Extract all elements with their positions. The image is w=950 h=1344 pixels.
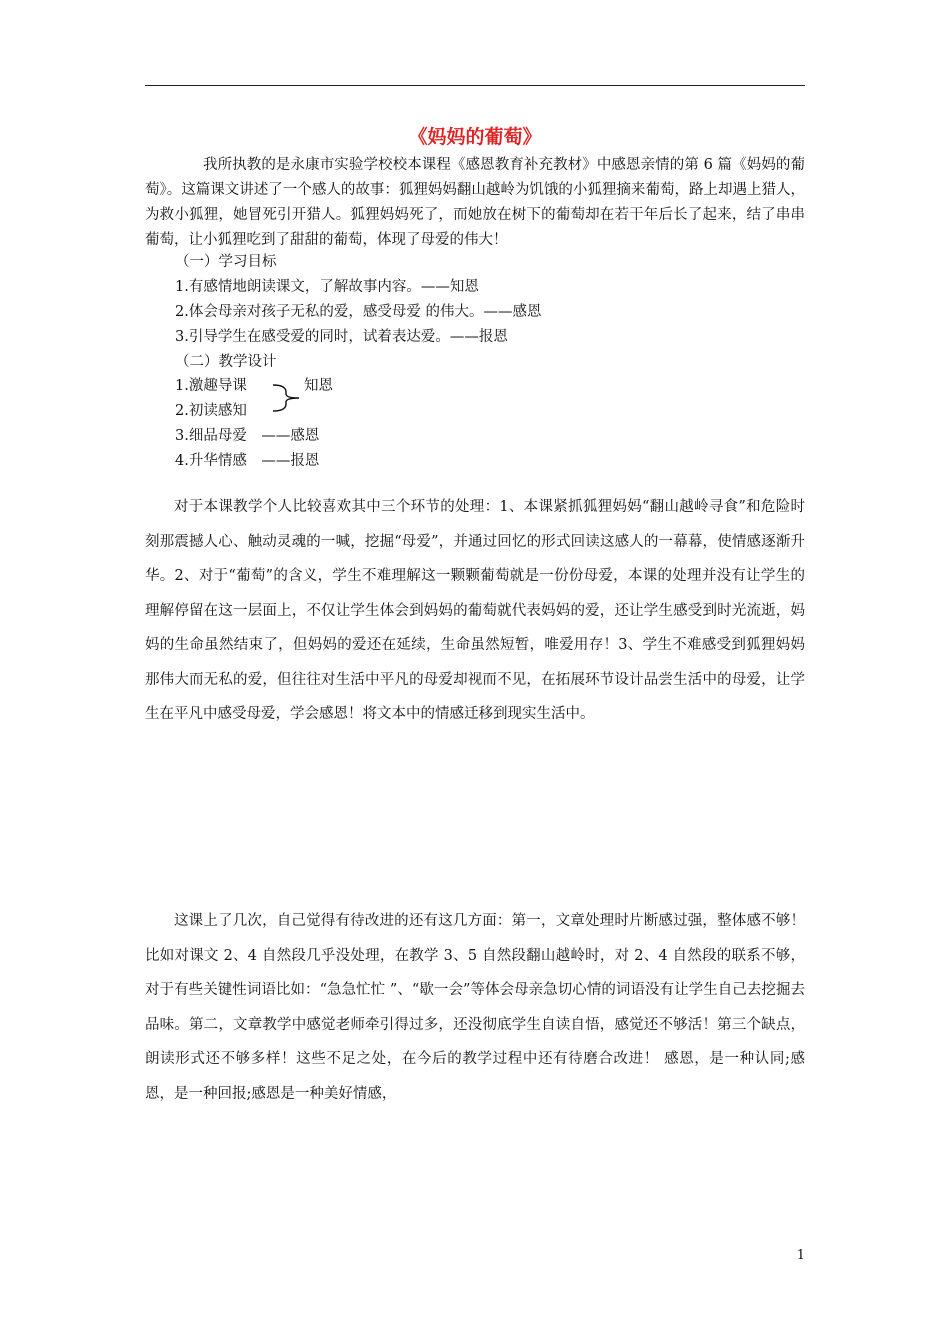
goals-heading: （一）学习目标 xyxy=(175,254,277,270)
header-rule xyxy=(145,85,805,86)
goal-item-3: 3.引导学生在感受爱的同时，试着表达爱。——报恩 xyxy=(175,329,508,345)
intro-text: 我所执教的是永康市实验学校校本课程《感恩教育补充教材》中感恩亲情的第 6 篇《妈妈的葡萄》。这篇课文讲述了一个感人的故事：狐狸妈妈翻山越岭为饥饿的小狐狸摘来葡萄，路上却遇上猎人，为救小狐狸，她冒死引开猎人。狐狸妈妈死了，而她放在树下的葡萄却在若干年后长了起来，结了串串葡萄，让小狐狸吃到了甜甜的葡萄，体现了母爱的伟大！ xyxy=(145,157,805,248)
goal-item-2: 2.体会母亲对孩子无私的爱，感受母爱 的伟大。——感恩 xyxy=(175,304,542,320)
brace-label: 知恩 xyxy=(304,378,333,394)
document-title: 《妈妈的葡萄》 xyxy=(408,126,542,148)
design-item-4: 4.升华情感 ——报恩 xyxy=(175,453,320,469)
reflection-paragraph-1: 对于本课教学个人比较喜欢其中三个环节的处理：1、本课紧抓狐狸妈妈“翻山越岭寻食”和危险时刻那震撼人心、触动灵魂的一喊，挖掘“母爱”，并通过回忆的形式回读这感人的一幕幕，使情感逐渐升华。2、对于“葡萄”的含义，学生不难理解这一颗颗葡萄就是一份份母爱，本课的处理并没有让学生的理解停留在这一层面上，不仅让学生体会到妈妈的葡萄就代表妈妈的爱，还让学生感受到时光流逝，妈妈的生命虽然结束了，但妈妈的爱还在延续，生命虽然短暂，唯爱用存！3、学生不难感受到狐狸妈妈那伟大而无私的爱，但往往对生活中平凡的母爱却视而不见，在拓展环节设计品尝生活中的母爱，让学生在平凡中感受母爱，学会感恩！将文本中的情感迁移到现实生活中。 xyxy=(145,499,805,722)
intro-paragraph xyxy=(145,153,805,253)
design-item-3: 3.细品母爱 ——感恩 xyxy=(175,428,320,444)
design-heading: （二）教学设计 xyxy=(175,354,277,370)
design-item-2: 2.初读感知 xyxy=(175,403,247,419)
goal-item-1: 1.有感情地朗读课文，了解故事内容。——知恩 xyxy=(175,279,479,295)
brace-icon xyxy=(272,383,300,413)
page-number: 1 xyxy=(796,1248,805,1263)
reflection-paragraph-2: 这课上了几次，自己觉得有待改进的还有这几方面：第一，文章处理时片断感过强，整体感不够！比如对课文 2、4 自然段几乎没处理，在教学 3、5 自然段翻山越岭时，对 2、4 自然段的联系不够，对于有些关键性词语比如：“急急忙忙 ”、“歇一会”等体会母亲急切心情的词语没有让学生自己去挖掘去品味。第二，文章教学中感觉老师牵引得过多，还没彻底学生自读自悟，感觉还不够活！第三个缺点，朗读形式还不够多样！这些不足之处，在今后的教学过程中还有待磨合改进！ 感恩，是一种认同;感恩，是一种回报;感恩是一种美好情感， xyxy=(145,913,805,1102)
design-item-1: 1.激趣导课 xyxy=(175,378,247,394)
